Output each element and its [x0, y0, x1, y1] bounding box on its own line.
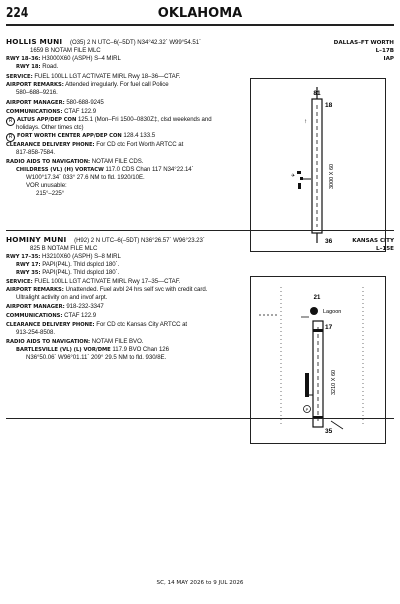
manager-line: AIRPORT MANAGER: 918-232-3347 [6, 303, 104, 310]
vor-line: BARTLESVILLE (VL) (L) VOR/DME 117.9 BVO Chan 126 [16, 346, 169, 353]
runway-line: RWY 17–35: H3210X60 (ASPH) S–8 MIRL [6, 253, 121, 260]
remarks-line: AIRPORT REMARKS: Attended irregularly. For fuel call Police [6, 81, 169, 88]
service-line: SERVICE: FUEL 100LL LGT ACTIVATE MIRL Rwy 17–35—CTAF. [6, 278, 181, 285]
page-number: 224 [6, 6, 29, 21]
elevation-line: 825 B NOTAM FILE MLC [30, 245, 98, 252]
vor-line-2: N36°50.06´ W96°01.11´ 209° 29.5 NM to fld. 930/8E. [26, 354, 167, 361]
vor-line-3: VOR unusable: [26, 182, 67, 189]
approach-control-line-2: holidays. Other times ctc) [16, 124, 84, 131]
apron-block [305, 373, 309, 397]
building-icon [300, 177, 303, 180]
approach-control-line: R ALTUS APP/DEP CON 125.1 (Mon–Fri 1500–0830Z‡, clsd weekends and [6, 116, 212, 126]
entry-separator [6, 230, 394, 231]
clearance-line-2: 817-858-7584. [16, 149, 55, 156]
elevation-line: 1659 B NOTAM FILE MLC [30, 47, 101, 54]
runway-number-bottom: 36 [325, 238, 333, 245]
remarks-line-2: Ultralight activity on and invof arpt. [16, 294, 108, 301]
chart-ref-2: IAP [383, 56, 394, 62]
runway-dimensions: 3000 X 60 [329, 163, 335, 189]
clearance-line: CLEARANCE DELIVERY PHONE: For CD ctc Kansas City ARTCC at [6, 321, 188, 328]
header-rule [6, 24, 394, 26]
runway-17-line: RWY 17: PAPI(P4L). Thld dsplcd 180´. [16, 261, 120, 268]
building-icon [297, 171, 301, 174]
radar-symbol-icon: R [6, 117, 15, 126]
airport-title [6, 38, 201, 47]
runway-dimensions: 3210 X 60 [331, 369, 337, 395]
airport-diagram-hollis [250, 78, 386, 252]
beacon-letter: P [305, 407, 309, 412]
airport-entry-hominy [6, 235, 394, 435]
wind-cone-icon: ✈ [291, 173, 296, 179]
clearance-line: CLEARANCE DELIVERY PHONE: For CD ctc Fort Worth ARTCC at [6, 141, 184, 148]
airport-ident-line: (O35) 2 N UTC–6(–5DT) N34°42.32´ W99°54.51´ [69, 39, 202, 46]
displaced-threshold [313, 329, 323, 332]
sectional-name: DALLAS–FT WORTH [333, 40, 394, 46]
threshold-marker: ↑ [304, 119, 307, 125]
sectional-name: KANSAS CITY [352, 238, 394, 244]
entry-separator [6, 418, 394, 419]
airport-name: HOLLIS MUNI [6, 37, 63, 46]
remarks-line-2: 580–688–9216. [16, 89, 58, 96]
vor-line-2: W100°17.34´ 033° 27.6 NM to fld. 1920/10E. [26, 174, 145, 181]
navaid-line: RADIO AIDS TO NAVIGATION: NOTAM FILE CDS. [6, 158, 144, 165]
lagoon-icon [310, 307, 318, 315]
chart-ref-1: L–15E [376, 246, 394, 252]
lagoon-label: Lagoon [323, 309, 342, 315]
state-title: OKLAHOMA [157, 6, 243, 21]
vor-line-4: 215°–225° [36, 190, 65, 197]
runway-35-line: RWY 35: PAPI(P4L). Thld dsplcd 180´. [16, 269, 120, 276]
runway-end-label: 81 [313, 90, 321, 97]
airport-name: HOMINY MUNI [6, 235, 67, 244]
clearance-line-2: 913-254-8508. [16, 329, 55, 336]
radar-symbol-icon: R [6, 133, 15, 142]
airport-title [6, 236, 205, 245]
communications-line: COMMUNICATIONS: CTAF 122.9 [6, 108, 97, 115]
airport-ident-line: (H92) 2 N UTC–6(–5DT) N36°26.57´ W96°23.23´ [74, 237, 205, 244]
building-icon [298, 183, 301, 189]
runway-line: RWY 18–36: H3000X60 (ASPH) S–4 MIRL [6, 55, 121, 62]
communications-line: COMMUNICATIONS: CTAF 122.9 [6, 312, 97, 319]
manager-line: AIRPORT MANAGER: 580-688-9245 [6, 99, 104, 106]
runway-number-bottom: 35 [325, 428, 333, 435]
road-line [331, 421, 343, 429]
chart-ref-1: L–17B [375, 48, 394, 54]
navaid-line: RADIO AIDS TO NAVIGATION: NOTAM FILE BVO. [6, 338, 144, 345]
runway-number-top: 18 [325, 102, 333, 109]
diagram-drawing [251, 79, 385, 251]
runway-end-label: 21 [313, 295, 321, 301]
remarks-line: AIRPORT REMARKS: Unattended. Fuel avbl 24 hrs self svc with credit card. [6, 286, 208, 293]
service-line: SERVICE: FUEL 100LL LGT ACTIVATE MIRL Rwy 18–36—CTAF. [6, 73, 181, 80]
runway-number-top: 17 [325, 324, 333, 331]
effective-dates: SC, 14 MAY 2026 to 9 JUL 2026 [156, 580, 244, 586]
runway-18-line: RWY 18: Road. [16, 63, 59, 70]
vor-line: CHILDRESS (VL) (H) VORTACW 117.0 CDS Chan 117 N34°22.14´ [16, 166, 194, 173]
center-line: R FORT WORTH CENTER APP/DEP CON 128.4 133.5 [6, 132, 155, 142]
